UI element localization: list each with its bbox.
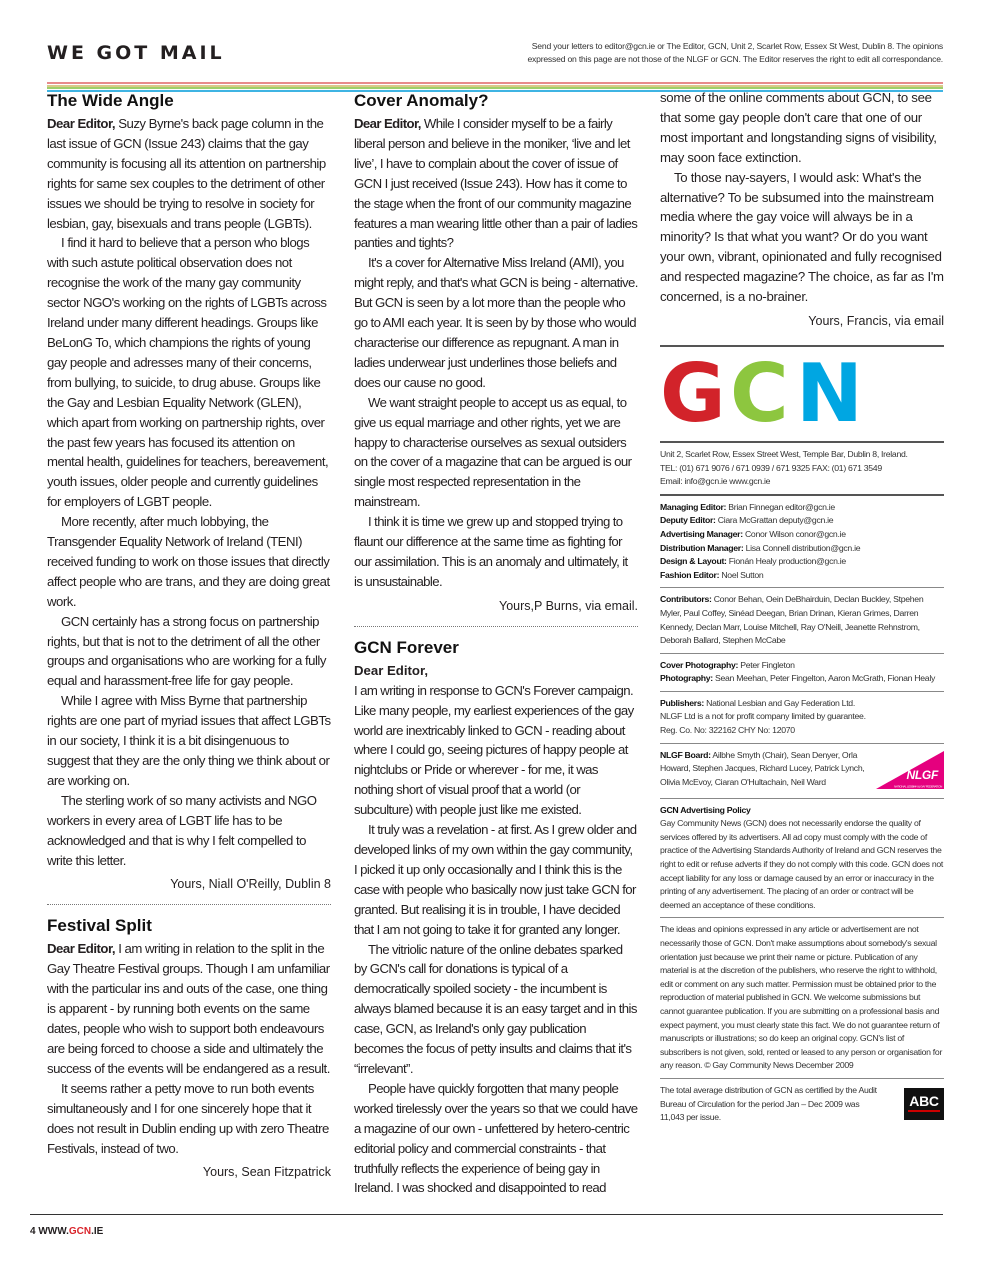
masthead-box bbox=[660, 345, 944, 1125]
svg-text:NLGF: NLGF bbox=[906, 767, 938, 782]
divider bbox=[660, 653, 944, 654]
divider bbox=[660, 917, 944, 918]
divider bbox=[660, 494, 944, 496]
letter-wide-angle bbox=[47, 90, 331, 894]
divider bbox=[354, 626, 638, 627]
letters-notice: Send your letters to editor@gcn.ie or The Editor, GCN, Unit 2, Scarlet Row, Essex St West, Dublin 8. The opinions expressed on this page are not those of the NLGF or GCN. The Editor reserves the right to edit all correspondance. bbox=[527, 41, 943, 64]
letter-title: Festival Split bbox=[47, 916, 152, 936]
abc-logo: ABC bbox=[904, 1088, 944, 1120]
letter-paragraph: The vitriolic nature of the online debates sparked by GCN's call for donations is typical of a democratically spoiled society - the incumbent is always blamed because it is an easy target and in this case, GCN, as Ireland's only gay publication becomes the focus of petty insults and claims that it's “irrelevant”. bbox=[354, 941, 637, 1076]
column-1 bbox=[47, 90, 331, 1182]
letter-paragraph: While I agree with Miss Byrne that partnership rights are one part of myriad issues that affect LGBTs in our society, I think it is a bit disingenuous to suggest that they are the only thing we think about or are working on. bbox=[47, 693, 331, 788]
circulation-info: The total average distribution of GCN as certified by the Audit Bureau of Circulation for the period Jan – Dec 2009 was 11,043 per issue. ABC bbox=[660, 1084, 944, 1125]
page-number: 4 bbox=[30, 1226, 36, 1237]
letter-title: The Wide Angle bbox=[47, 91, 174, 110]
gcn-logo: G C N bbox=[660, 346, 863, 440]
letter-gcn-forever bbox=[354, 637, 638, 1199]
letter-signature: Yours, Sean Fitzpatrick bbox=[202, 1165, 331, 1180]
publishers: Publishers: National Lesbian and Gay Federation Ltd. NLGF Ltd is a not for profit company limited by guarantee. Reg. Co. No: 322162 CHY No: 12070 bbox=[660, 697, 866, 736]
letter-paragraph: It's a cover for Alternative Miss Ireland (AMI), you might reply, and that's what GCN is being - alternative. But GCN is seen by a lot more than the people who go to AMI each year. It is seen by by those who would characterise our difference as repugnant. A man in ladies underwear just underlines those beliefs and does our cause no good. bbox=[354, 255, 638, 390]
column-3 bbox=[660, 88, 944, 1125]
column-2 bbox=[354, 90, 638, 1198]
divider bbox=[660, 1078, 944, 1079]
letter-paragraph: I am writing in response to GCN's Forever campaign. Like many people, my earliest experiences of the gay world are inextricably linked to GCN - reading about where I could go, seeing pictures of happy people at nightclubs or Pride or wherever - for me, it was nothing short of visual proof that a world (or subculture) with people just like me existed. bbox=[354, 682, 634, 818]
svg-text:NATIONAL LESBIAN & GAY FEDERAT: NATIONAL LESBIAN & GAY FEDERATION bbox=[894, 784, 942, 789]
footer-divider bbox=[30, 1214, 943, 1215]
salutation: Dear Editor, bbox=[354, 116, 421, 131]
letter-paragraph: More recently, after much lobbying, the Transgender Equality Network of Ireland (TENI) received funding to work on those issues that directly affect people who are trans, and they are doing great work. bbox=[47, 514, 330, 609]
divider bbox=[47, 904, 331, 905]
letter-paragraph: some of the online comments about GCN, to see that some gay people don't care that one of our most important and longstanding signs of visibility, may soon face extinction. bbox=[660, 90, 937, 165]
letter-festival-split bbox=[47, 915, 331, 1182]
letter-paragraph: To those nay-sayers, I would ask: What's the alternative? To be subsumed into the mainstream media where the gay voice will always be in a minority? Is that what you want? Or do you want your own, vibrant, opinionated and fully recognised and respected magazine? The choice, as far as I'm concerned, is a no-brainer. bbox=[660, 169, 944, 305]
letter-signature: Yours, Niall O'Reilly, Dublin 8 bbox=[170, 877, 331, 892]
nlgf-logo bbox=[876, 751, 944, 791]
letter-paragraph: Dear Editor, I am writing in relation to the split in the Gay Theatre Festival groups. Though I am unfamiliar with the particular ins and outs of the case, one thing is apparent - by running both events on the same dates, people who wish to support both endeavours are being forced to choose a side and ultimately the success of the events will be endangered as a result. bbox=[47, 941, 330, 1076]
letter-paragraph: Dear Editor, Suzy Byrne's back page column in the last issue of GCN (Issue 243) claims that the gay community is focusing all its attention on partnership rights for same sex couples to the detriment of other issues we should be trying to resolve in society for lesbian, gay, bisexuals and trans people (LGBTs). bbox=[47, 116, 326, 231]
letter-paragraph: It truly was a revelation - at first. As I grew older and developed links of my own within the gay community, I picked it up only occasionally and I think this is the case with people who basically now just take GCN for granted. But realising it is in trouble, I have decided that I am not going to take it for granted any longer. bbox=[354, 822, 637, 937]
contributors: Contributors: Conor Behan, Oein DeBhairduin, Declan Buckley, Stpehen Myler, Paul Coffey, Sinéad Deegan, Brian Drinan, Kieran Grimes, Darren Kennedy, Declan Marr, Louise Mitchell, Ray O'Neill, Jeanette Rehnstrom, Deborah Ballard, Stephen McCabe bbox=[660, 594, 924, 646]
letter-paragraph: I find it hard to believe that a person who blogs with such astute political observation does not recognise the work of the many gay community sector NGO's working on the rights of LGBTs across Ireland under many different headings. Groups like BeLonG To, which champions the rights of young gay people and adresses many of their concerns, from bullying, to suicide, to drug abuse. Groups like the Gay and Lesbian Equality Network (GLEN), which apart from working on partnership rights, over the past few years has focused its attention on mental health, guidelines for teachers, bereavement, youth issues, older people and currently guidelines for employers of LGBT people. bbox=[47, 235, 329, 510]
salutation: Dear Editor, bbox=[47, 116, 116, 131]
divider bbox=[660, 587, 944, 588]
photography-credits: Cover Photography: Peter Fingleton Photography: Sean Meehan, Peter Fingelton, Aaron McGrath, Fionan Healy bbox=[660, 659, 935, 684]
nlgf-board: NLGF Board: Ailbhe Smyth (Chair), Sean Denyer, Orla Howard, Stephen Jacques, Richard Lucey, Patrick Lynch, Olivia McEvoy, Ciaran O'Hultachain, Neil Ward NLGF NATIONAL LESBIAN & GAY FEDERATION bbox=[660, 749, 944, 793]
letter-signature: Yours,P Burns, via email. bbox=[499, 598, 638, 613]
divider bbox=[660, 743, 944, 744]
site-url[interactable]: WWW.GCN.IE bbox=[38, 1226, 104, 1237]
letter-paragraph: The sterling work of so many activists and NGO workers in every area of LGBT life has to be acknowledged and that is why I felt compelled to write this letter. bbox=[47, 792, 317, 868]
divider bbox=[660, 691, 944, 692]
letter-paragraph: GCN certainly has a strong focus on partnership rights, but that is not to the detriment of all the other groups and organisations who are working for a fully equal and harassment-free life for gay people. bbox=[47, 613, 326, 689]
divider bbox=[660, 441, 944, 443]
salutation: Dear Editor, bbox=[47, 941, 116, 957]
letter-paragraph: I think it is time we grew up and stopped trying to flaunt our difference at the same time as fighting for our assimilation. This is an anomaly and ultimately, it is unsustainable. bbox=[354, 514, 628, 589]
advertising-policy: GCN Advertising Policy Gay Community News (GCN) does not necessarily endorse the quality of services offered by its advertisers. All ad copy must comply with the code of practice of the Advertising Standards Authority of Ireland and GCN reserves the right to edit or refuse adverts if they do not comply with this code. GCN does not accept liability for any loss or damage caused by an error or inaccuracy in the printing of any advertisement. The placing of an order or contract will be deemed an acceptance of these conditions. bbox=[660, 804, 943, 910]
staff-list: Managing Editor: Brian Finnegan editor@gcn.ie Deputy Editor: Ciara McGrattan deputy@gcn.ie Advertising Manager: Conor Wilson conor@gcn.ie Distribution Manager: Lisa Connell distribution@gcn.ie Design & Layout: Fionán Healy production@gcn.ie Fashion Editor: Noel Sutton bbox=[660, 501, 861, 580]
divider bbox=[660, 798, 944, 799]
letter-cover-anomaly bbox=[354, 90, 638, 616]
letter-paragraph: Dear Editor, While I consider myself to be a fairly liberal person and believe in the moniker, ‘live and let live’, I have to complain about the cover of issue of GCN I just received (Issue 243). How has it come to the stage when the front of our community magazine features a man wearing little other than a pair of ladies panties and tights? bbox=[354, 116, 638, 251]
section-title: WE GOT MAIL bbox=[47, 42, 225, 64]
disclaimer: The ideas and opinions expressed in any article or advertisement are not necessarily those of GCN. Don't make assumptions about somebody's sexual orientation just because we print their name or picture. Publication of any material is at the discretion of the publishers, who reserve the right to withhold, edit or comment on any such matter. Permission must be obtained prior to the reproduction of material published in GCN. We welcome submissions but cannot guarantee publication. If you are submitting on a professional basis and expect payment, you must clearly state this fact. We do not guarantee return of manuscripts or illustrations; so do keep an original copy. GCN's list of subscribers is not given, sold, rented or leased to any person or organisation for any reason. © Gay Community News December 2009 bbox=[660, 924, 943, 1071]
salutation: Dear Editor, bbox=[354, 662, 429, 678]
letter-paragraph: It seems rather a petty move to run both events simultaneously and I for one sincerely hope that it does not result in Dublin ending up with zero Theatre Festivals, instead of two. bbox=[47, 1080, 329, 1156]
letter-paragraph: We want straight people to accept us as equal, to give us equal marriage and other rights, yet we are happy to characterise ourselves as sexual outsiders on the cover of a magazine that can be argued is our single most respected representation in the mainstream. bbox=[354, 394, 632, 510]
letter-signature: Yours, Francis, via email bbox=[808, 313, 944, 328]
letter-paragraph: People have quickly forgotten that many people worked tirelessly over the years so that we could have a magazine of our own - unfettered by hetero-centric editorial policy and commercial constraints - that truthfully reflects the experience of being gay in Ireland. I was shocked and disappointed to read bbox=[354, 1080, 638, 1196]
letter-title: GCN Forever bbox=[354, 637, 459, 657]
contact-info: Unit 2, Scarlet Row, Essex Street West, Temple Bar, Dublin 8, Ireland. TEL: (01) 671 9076 / 671 0939 / 671 9325 FAX: (01) 671 3549 Email: info@gcn.ie www.gcn.ie bbox=[660, 448, 908, 487]
page-footer bbox=[30, 1226, 109, 1237]
letter-title: Cover Anomaly? bbox=[354, 91, 489, 110]
